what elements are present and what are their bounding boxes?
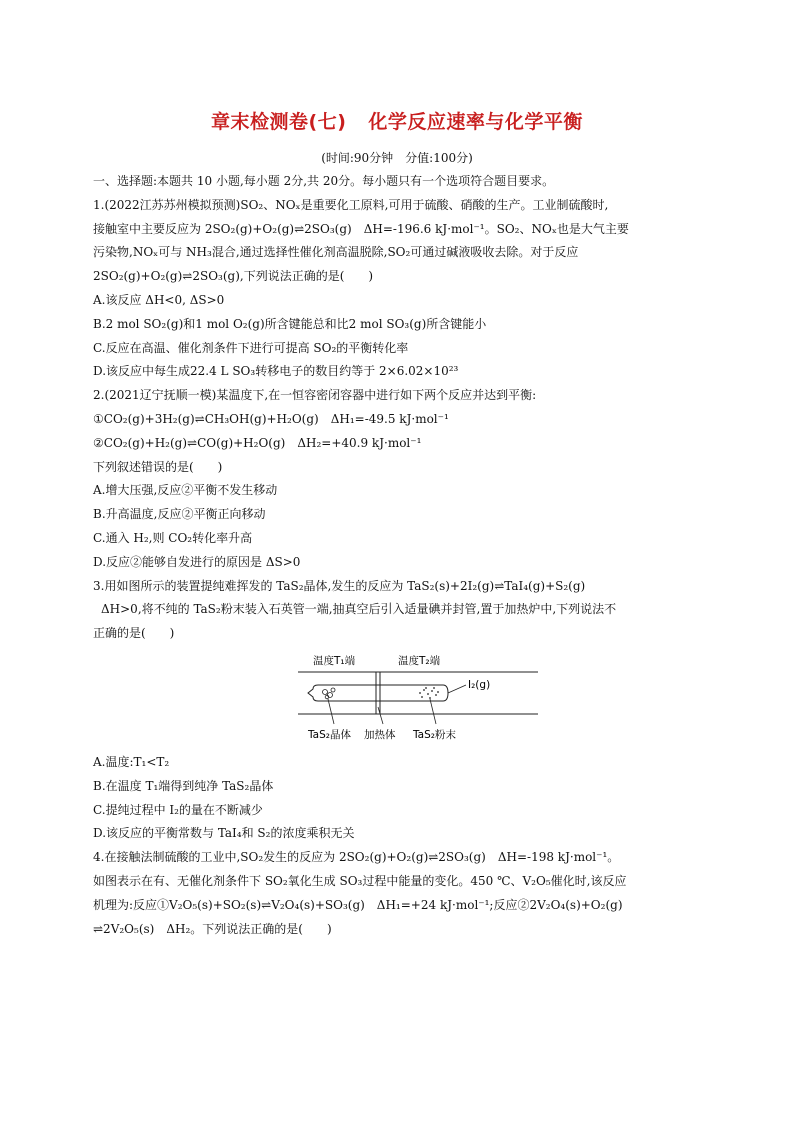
powder-dot: [431, 690, 433, 692]
q3-stem-line: 正确的是( ): [93, 626, 175, 641]
i2-pointer: [448, 685, 466, 693]
label-heater: 加热体: [364, 728, 396, 741]
question-body: [93, 170, 713, 941]
powder-dot: [425, 687, 427, 689]
label-tas2-crystal: TaS₂晶体: [308, 728, 351, 741]
crystal-particle: [323, 689, 328, 694]
label-i2-gas: I₂(g): [468, 678, 491, 691]
q3-stem-line: ΔH>0,将不纯的 TaS₂粉末装入石英管一端,抽真空后引入适量碘并封管,置于加热炉中,下列说法不: [101, 602, 617, 617]
q1-option-c: C.反应在高温、催化剂条件下进行可提高 SO₂的平衡转化率: [93, 340, 409, 355]
q2-option-d: D.反应②能够自发进行的原因是 ΔS>0: [93, 554, 301, 569]
q3-stem-line: 3.用如图所示的装置提纯难挥发的 TaS₂晶体,发生的反应为 TaS₂(s)+2I₂(g)⇌TaI₄(g)+S₂(g): [93, 578, 586, 593]
q2-option-a: A.增大压强,反应②平衡不发生移动: [93, 483, 278, 498]
tube-apparatus-figure: [93, 652, 713, 747]
q1-option-a: A.该反应 ΔH<0, ΔS>0: [93, 292, 225, 307]
label-t2-end: 温度T₂端: [398, 654, 441, 667]
q2-prompt: 下列叙述错误的是( ): [93, 459, 223, 474]
powder-dot: [435, 694, 437, 696]
title-chapter: 章末检测卷(七): [211, 111, 347, 133]
crystal-particle: [328, 692, 333, 697]
q3-option-b: B.在温度 T₁端得到纯净 TaS₂晶体: [93, 778, 274, 793]
powder-dot: [437, 691, 439, 693]
q3-option-d: D.该反应的平衡常数与 TaI₄和 S₂的浓度乘积无关: [93, 826, 355, 841]
label-tas2-powder: TaS₂粉末: [413, 728, 456, 741]
crystal-pointer: [328, 699, 334, 724]
q2-option-c: C.通入 H₂,则 CO₂转化率升高: [93, 530, 253, 545]
q1-option-b: B.2 mol SO₂(g)和1 mol O₂(g)所含键能总和比2 mol SO₃(g)所含键能小: [93, 316, 487, 331]
q2-reaction-1: ①CO₂(g)+3H₂(g)⇌CH₃OH(g)+H₂O(g) ΔH₁=-49.5 kJ·mol⁻¹: [93, 411, 449, 426]
label-t1-end: 温度T₁端: [313, 654, 356, 667]
powder-dot: [421, 696, 423, 698]
title-topic: 化学反应速率与化学平衡: [368, 111, 583, 133]
q4-stem-line: 机理为:反应①V₂O₅(s)+SO₂(s)⇌V₂O₄(s)+SO₃(g) ΔH₁=+24 kJ·mol⁻¹;反应②2V₂O₄(s)+O₂(g): [93, 897, 623, 912]
q1-stem-line: 2SO₂(g)+O₂(g)⇌2SO₃(g),下列说法正确的是( ): [93, 269, 374, 284]
powder-dot: [419, 692, 421, 694]
exam-meta: (时间:90分钟 分值:100分): [321, 151, 473, 165]
q1-option-d: D.该反应中每生成22.4 L SO₃转移电子的数目约等于 2×6.02×10²³: [93, 364, 459, 379]
powder-pointer: [430, 699, 436, 724]
powder-dot: [433, 687, 435, 689]
crystal-particle: [331, 688, 335, 692]
q3-option-c: C.提纯过程中 I₂的量在不断减少: [93, 802, 263, 817]
q1-stem-line: 接触室中主要反应为 2SO₂(g)+O₂(g)⇌2SO₃(g) ΔH=-196.6 kJ·mol⁻¹。SO₂、NOₓ也是大气主要: [93, 221, 629, 236]
q2-stem-line: 2.(2021辽宁抚顺一模)某温度下,在一恒容密闭容器中进行如下两个反应并达到平衡:: [93, 388, 537, 403]
q4-stem-line: 如图表示在有、无催化剂条件下 SO₂氧化生成 SO₃过程中能量的变化。450 ℃、V₂O₅催化时,该反应: [93, 873, 627, 888]
quartz-tube-diagram: [298, 652, 548, 747]
powder-dot: [429, 697, 431, 699]
q1-stem-line: 污染物,NOₓ可与 NH₃混合,通过选择性催化剂高温脱除,SO₂可通过碱液吸收去除。对于反应: [93, 245, 579, 260]
powder-dot: [427, 693, 429, 695]
q4-stem-line: 4.在接触法制硫酸的工业中,SO₂发生的反应为 2SO₂(g)+O₂(g)⇌2SO₃(g) ΔH=-198 kJ·mol⁻¹。: [93, 850, 620, 865]
q1-stem-line: 1.(2022江苏苏州模拟预测)SO₂、NOₓ是重要化工原料,可用于硫酸、硝酸的生产。工业制硫酸时,: [93, 197, 609, 212]
q2-option-b: B.升高温度,反应②平衡正向移动: [93, 507, 266, 522]
powder-dot: [423, 689, 425, 691]
q4-stem-line: ⇌2V₂O₅(s) ΔH₂。下列说法正确的是( ): [93, 921, 332, 936]
q2-reaction-2: ②CO₂(g)+H₂(g)⇌CO(g)+H₂O(g) ΔH₂=+40.9 kJ·mol⁻¹: [93, 435, 422, 450]
q3-option-a: A.温度:T₁<T₂: [93, 754, 170, 769]
page-title: [0, 107, 794, 134]
section-heading: 一、选择题:本题共 10 小题,每小题 2分,共 20分。每小题只有一个选项符合题目要求。: [93, 174, 555, 188]
